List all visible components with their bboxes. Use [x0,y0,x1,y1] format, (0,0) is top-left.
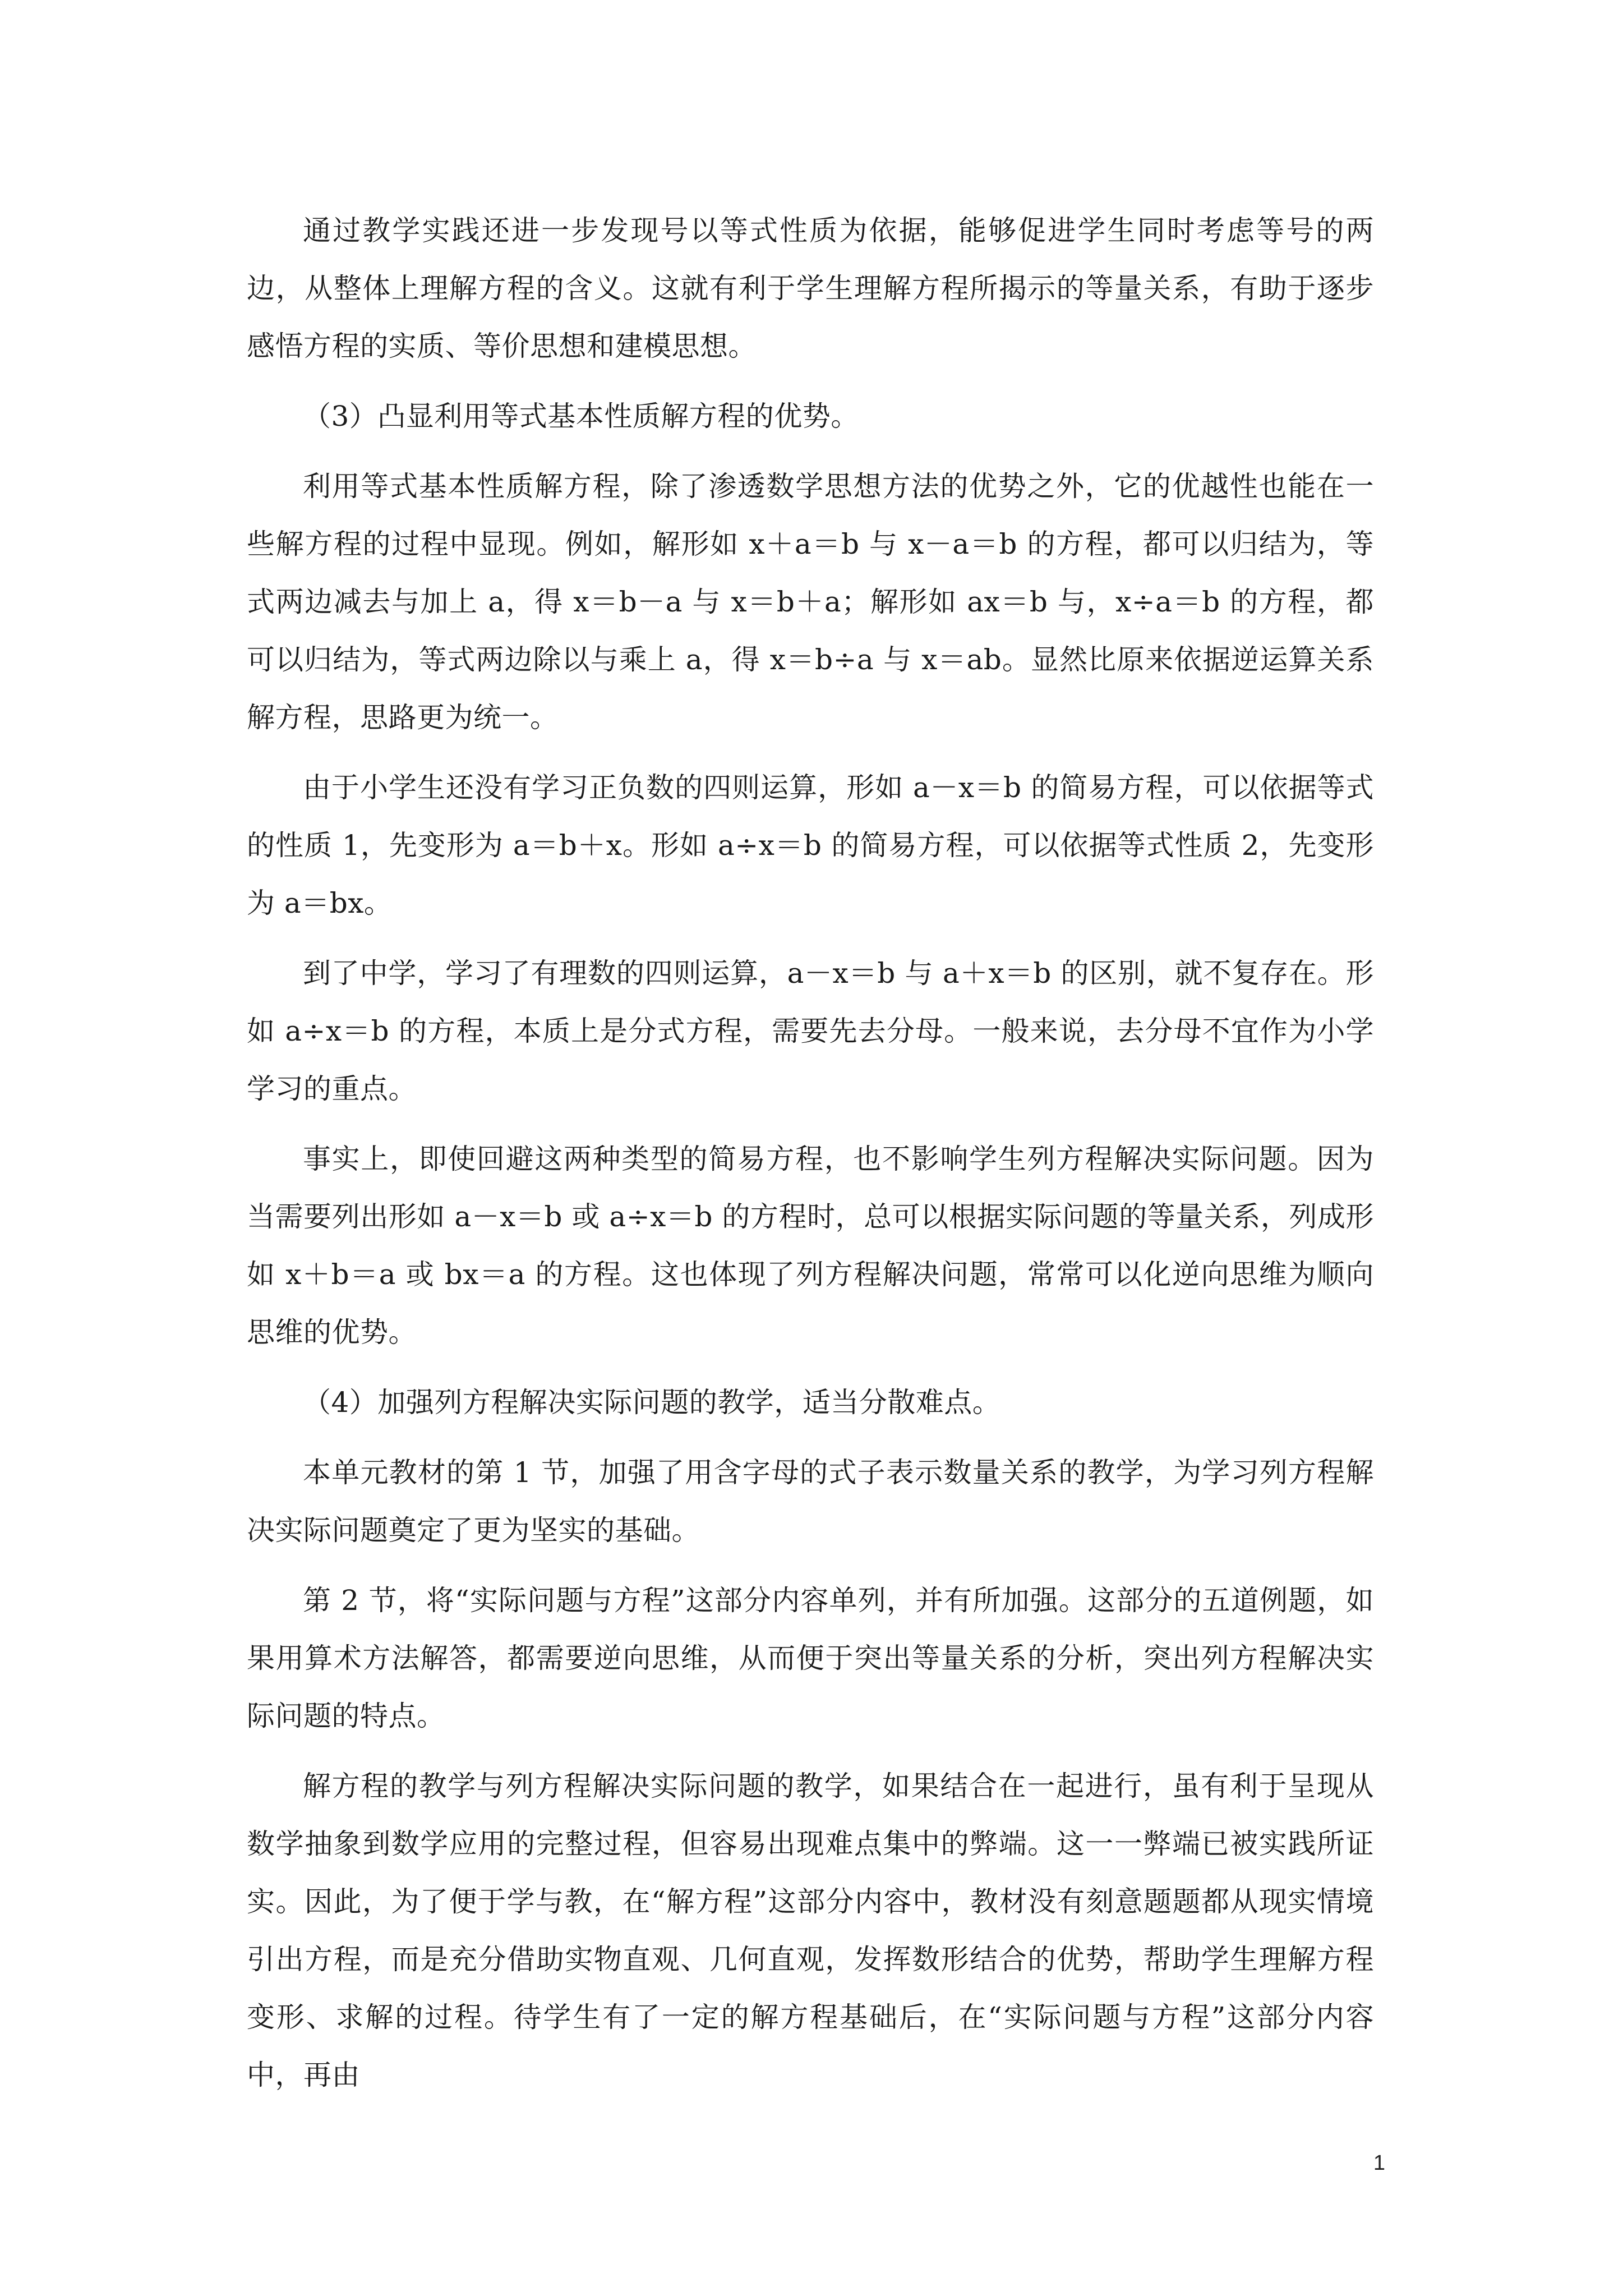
paragraph: 第 2 节，将“实际问题与方程”这部分内容单列，并有所加强。这部分的五道例题，如果用算术方法解答，都需要逆向思维，从而便于突出等量关系的分析，突出列方程解决实际问题的特点。 [247,1584,1374,1732]
paragraph: 由于小学生还没有学习正负数的四则运算，形如 a－x＝b 的简易方程，可以依据等式的性质 1，先变形为 a＝b＋x。形如 a÷x＝b 的简易方程，可以依据等式性质 2，先变形为 a＝bx。 [247,771,1374,919]
page-number: 1 [1373,2151,1385,2175]
paragraph: 到了中学，学习了有理数的四则运算，a－x＝b 与 a＋x＝b 的区别，就不复存在。形如 a÷x＝b 的方程，本质上是分式方程，需要先去分母。一般来说，去分母不宜作为小学学习的重点。 [247,957,1374,1105]
section-heading: （4）加强列方程解决实际问题的教学，适当分散难点。 [303,1386,1001,1419]
paragraph: 通过教学实践还进一步发现号以等式性质为依据，能够促进学生同时考虑等号的两边，从整体上理解方程的含义。这就有利于学生理解方程所揭示的等量关系，有助于逐步感悟方程的实质、等价思想和建模思想。 [247,214,1374,362]
paragraph: 解方程的教学与列方程解决实际问题的教学，如果结合在一起进行，虽有利于呈现从数学抽象到数学应用的完整过程，但容易出现难点集中的弊端。这一一弊端已被实践所证实。因此，为了便于学与教，在“解方程”这部分内容中，教材没有刻意题题都从现实情境引出方程，而是充分借助实物直观、几何直观，发挥数形结合的优势，帮助学生理解方程变形、求解的过程。待学生有了一定的解方程基础后，在“实际问题与方程”这部分内容中，再由 [247,1770,1374,2091]
document-body [247,202,1374,2104]
section-heading: （3）凸显利用等式基本性质解方程的优势。 [303,400,859,432]
paragraph: 事实上，即使回避这两种类型的简易方程，也不影响学生列方程解决实际问题。因为当需要列出形如 a－x＝b 或 a÷x＝b 的方程时，总可以根据实际问题的等量关系，列成形如 x＋b＝a 或 bx＝a 的方程。这也体现了列方程解决问题，常常可以化逆向思维为顺向思维的优势。 [247,1143,1374,1349]
paragraph: 利用等式基本性质解方程，除了渗透数学思想方法的优势之外，它的优越性也能在一些解方程的过程中显现。例如，解形如 x＋a＝b 与 x－a＝b 的方程，都可以归结为，等式两边减去与加上 a，得 x＝b－a 与 x＝b＋a；解形如 ax＝b 与，x÷a＝b 的方程，都可以归结为，等式两边除以与乘上 a，得 x＝b÷a 与 x＝ab。显然比原来依据逆运算关系解方程，思路更为统一。 [247,470,1374,734]
paragraph: 本单元教材的第 1 节，加强了用含字母的式子表示数量关系的教学，为学习列方程解决实际问题奠定了更为坚实的基础。 [247,1456,1374,1547]
